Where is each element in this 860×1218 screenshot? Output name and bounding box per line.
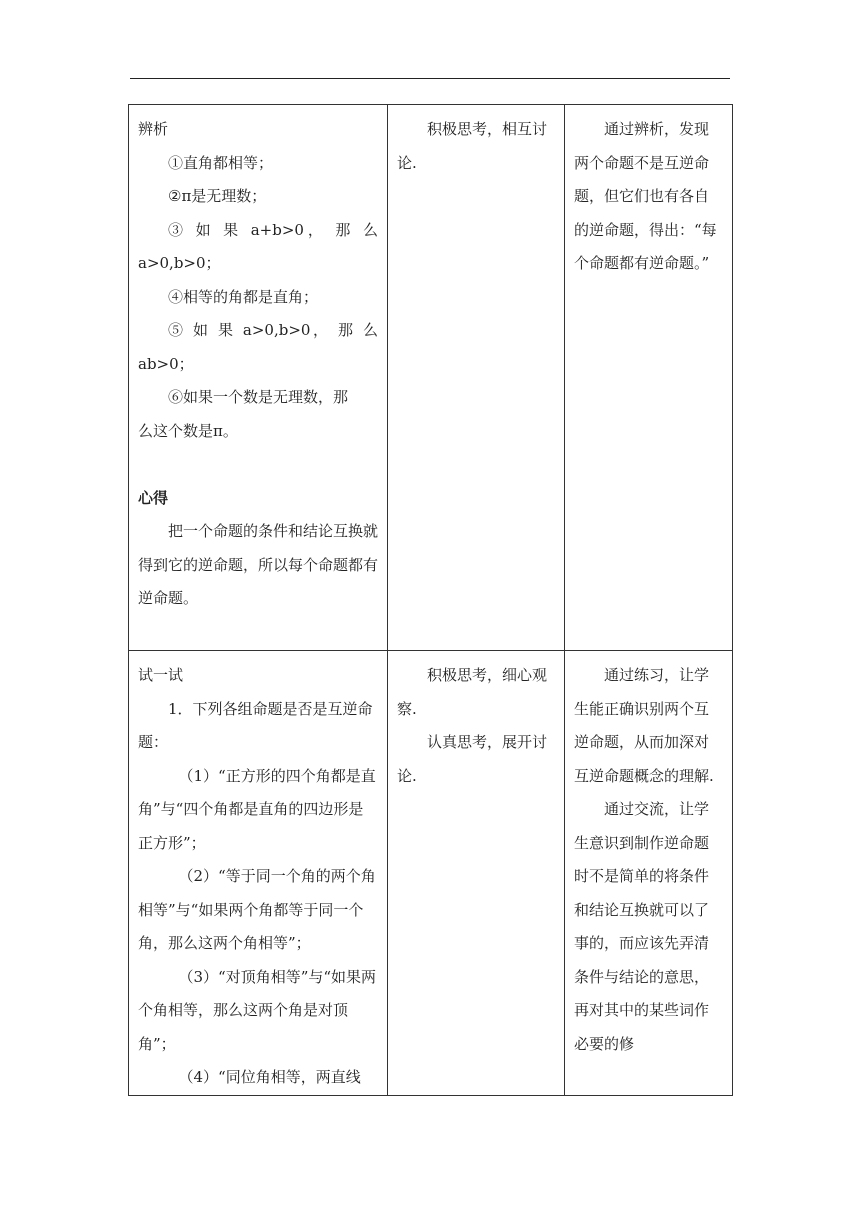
summary-text: 把一个命题的条件和结论互换就得到它的逆命题，所以每个命题都有逆命题。: [138, 522, 379, 607]
table-row: [129, 105, 733, 651]
intent-text: 通过练习，让学生能正确识别两个互逆命题，从而加深对互逆命题概念的理解.: [574, 666, 714, 785]
teaching-content-cell: [129, 105, 388, 651]
exercise-question: 1．下列各组命题是否是互逆命题：: [138, 699, 373, 751]
proposition-item: ab>0；: [138, 354, 194, 373]
proposition-item: ⑤ 如 果 a>0,b>0， 那 么: [168, 321, 378, 339]
section-subheading: 心得: [138, 488, 169, 507]
design-intent-cell: [565, 105, 733, 651]
exercise-item: （4）“同位角相等，两直线: [178, 1068, 361, 1086]
student-activity-cell: [388, 651, 565, 1096]
section-heading: 试一试: [138, 666, 184, 684]
teaching-content-cell: [129, 651, 388, 1096]
student-activity-cell: [388, 105, 565, 651]
activity-text: 认真思考，展开讨论.: [397, 733, 548, 785]
table-row: [129, 651, 733, 1096]
intent-text: 通过交流，让学生意识到制作逆命题时不是简单的将条件和结论互换就可以了事的，而应该先弄清条件与结论的意思，再对其中的某些词作必要的修: [574, 800, 710, 1053]
proposition-item: ①直角都相等；: [168, 153, 274, 172]
lesson-plan-table: [128, 104, 733, 1096]
exercise-item: （1）“正方形的四个角都是直角”与“四个角都是直角的四边形是正方形”；: [138, 766, 376, 852]
activity-text: 积极思考，细心观察.: [397, 666, 548, 718]
exercise-item: （3）“对顶角相等”与“如果两个角相等，那么这两个角是对顶角”；: [138, 967, 377, 1053]
proposition-item: ②π是无理数；: [168, 187, 267, 205]
section-heading: 辨析: [138, 120, 169, 138]
header-rule: [130, 78, 730, 79]
proposition-item: 么这个数是π。: [138, 421, 238, 440]
proposition-item: ③ 如 果 a+b>0， 那 么: [168, 220, 378, 239]
activity-text: 积极思考，相互讨论.: [397, 120, 548, 172]
proposition-item: ⑥如果一个数是无理数，那: [168, 388, 349, 406]
design-intent-cell: [565, 651, 733, 1096]
proposition-item: ④相等的角都是直角；: [168, 287, 319, 306]
proposition-item: a>0,b>0；: [138, 254, 221, 272]
exercise-item: （2）“等于同一个角的两个角相等”与“如果两个角都等于同一个角，那么这两个角相等”；: [138, 867, 376, 952]
intent-text: 通过辨析，发现两个命题不是互逆命题，但它们也有各自的逆命题，得出：“每个命题都有逆命题。”: [574, 120, 717, 272]
